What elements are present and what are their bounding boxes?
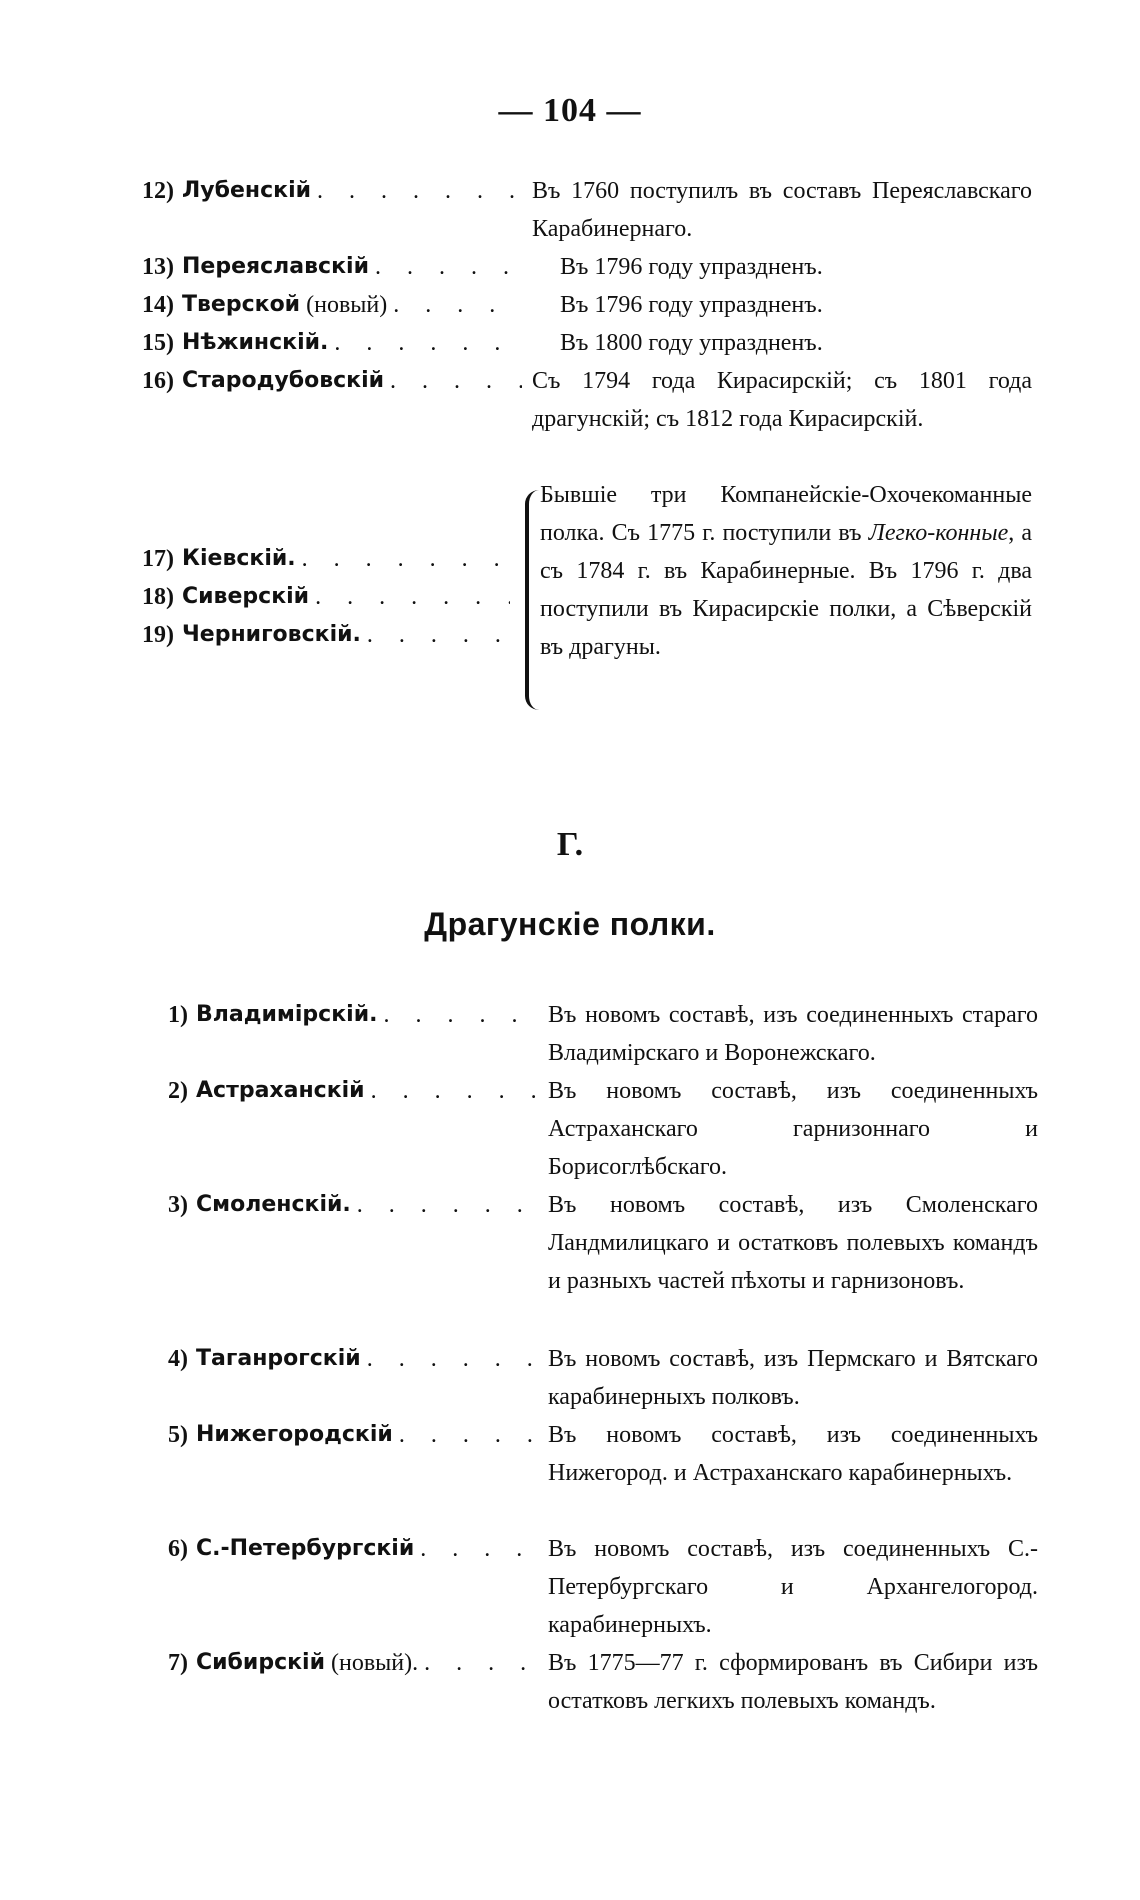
entry-number: 2) [168,1078,188,1104]
regiment-name: Лубенскій [182,178,312,203]
regiment-suffix: (новый). [331,1650,419,1676]
entry-number: 13) [142,254,174,280]
regiment-name: Переяславскій [182,254,369,279]
dragoon-entry-3 [168,1186,538,1224]
section-letter: Г. [556,826,584,863]
entry-12-description: Въ 1760 поступилъ въ составъ Переяславскаго Карабинернаго. [532,178,1032,242]
grouped-description-text-2: , а съ 1784 г. въ Карабинерные. Въ 1796 г. два поступили въ Кирасирскіе полки, а Сѣверскій въ драгуны. [540,520,1033,660]
entry-number: 6) [168,1536,188,1562]
entry-number: 5) [168,1422,188,1448]
regiment-name: Стародубовскій [182,368,385,393]
regiment-name: Нижегородскій [196,1422,393,1447]
dragoon-entry-7 [168,1644,538,1682]
section-title: Драгунскіе полки. [424,906,716,942]
regiment-name: Таганрогскій [196,1346,361,1371]
entry-number: 12) [142,178,174,204]
entry-17 [142,540,510,578]
entry-number: 1) [168,1002,188,1028]
page-number: — 104 — [498,92,642,129]
entry-number: 16) [142,368,174,394]
dragoon-entry-2 [168,1072,538,1110]
dragoon-entry-3-description: Въ новомъ составѣ, изъ Смоленскаго Ландмилицкаго и остатковъ полевыхъ командъ и разныхъ частей пѣхоты и гарнизоновъ. [548,1192,1038,1294]
regiment-name: Сиверскій [182,584,310,609]
regiment-name: Черниговскій. [182,622,361,647]
entry-14-description: Въ 1796 году упраздненъ. [560,292,823,318]
entry-13-description: Въ 1796 году упраздненъ. [560,254,823,280]
dragoon-entry-5-description: Въ новомъ составѣ, изъ соединенныхъ Нижегород. и Астраханскаго карабинерныхъ. [548,1422,1038,1486]
grouped-description-text-1: Бывшіе три Компанейскіе-Охочекоманные полка. Съ 1775 г. поступили въ [540,482,1032,546]
dragoon-entry-7-description: Въ 1775—77 г. сформированъ въ Сибири изъ остатковъ легкихъ полевыхъ командъ. [548,1650,1038,1714]
entry-14 [142,286,522,324]
entry-16 [142,362,522,400]
regiment-name: Сибирскій [196,1650,326,1675]
regiment-suffix: (новый) [306,292,388,318]
entry-16-description: Съ 1794 года Кирасирскій; съ 1801 года драгунскій; съ 1812 года Кирасирскій. [532,368,1032,432]
dragoon-entry-6-description: Въ новомъ составѣ, изъ соединенныхъ С.-Петербургскаго и Архангелогород. карабинерныхъ. [548,1536,1038,1638]
regiment-name: Кіевскій. [182,546,296,571]
dragoon-entry-1 [168,996,538,1034]
entry-number: 15) [142,330,174,356]
entry-number: 3) [168,1192,188,1218]
entry-number: 7) [168,1650,188,1676]
entry-13 [142,248,522,286]
entry-19 [142,616,510,654]
grouping-brace [525,490,539,710]
grouped-entries [142,540,510,654]
dragoon-entry-5 [168,1416,538,1454]
grouped-description-italic: Легко-конные [868,520,1009,546]
regiment-name: С.-Петербургскій [196,1536,415,1561]
entry-15-description: Въ 1800 году упраздненъ. [560,330,823,356]
regiment-name: Астраханскій [196,1078,365,1103]
entry-number: 4) [168,1346,188,1372]
entry-15 [142,324,522,362]
regiment-name: Смоленскій. [196,1192,351,1217]
entry-number: 18) [142,584,174,610]
dragoon-entry-2-description: Въ новомъ составѣ, изъ соединенныхъ Астраханскаго гарнизоннаго и Борисоглѣбскаго. [548,1078,1038,1180]
regiment-name: Нѣжинскій. [182,330,329,355]
entry-18 [142,578,510,616]
entry-12 [142,172,522,210]
dragoon-entry-6 [168,1530,538,1568]
dragoon-entry-4 [168,1340,538,1378]
entry-number: 14) [142,292,174,318]
dragoon-entry-1-description: Въ новомъ составѣ, изъ соединенныхъ стараго Владимірскаго и Воронежскаго. [548,1002,1038,1066]
regiment-name: Владимірскій. [196,1002,378,1027]
regiment-name: Тверской [182,292,301,317]
entry-number: 17) [142,546,174,572]
entry-number: 19) [142,622,174,648]
grouped-description [540,476,1032,666]
dragoon-entry-4-description: Въ новомъ составѣ, изъ Пермскаго и Вятскаго карабинерныхъ полковъ. [548,1346,1038,1410]
